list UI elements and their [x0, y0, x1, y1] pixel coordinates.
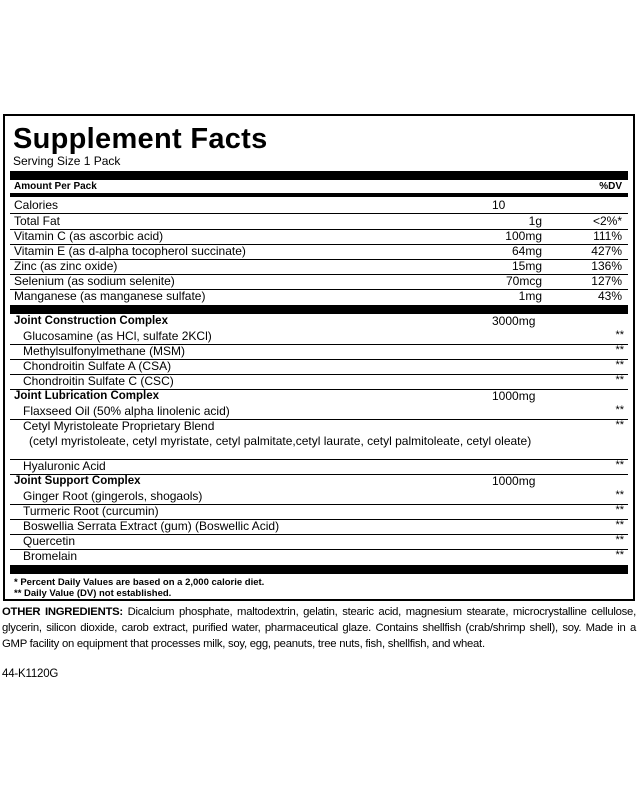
ingredient-name: Turmeric Root (curcumin) — [23, 504, 159, 518]
ingredient-row — [10, 359, 628, 374]
ingredient-name: Glucosamine (as HCl, sulfate 2KCl) — [23, 329, 212, 343]
nutrient-name: Selenium (as sodium selenite) — [14, 274, 175, 288]
dv-header: %DV — [599, 181, 622, 192]
ingredient-row — [10, 549, 628, 564]
ingredient-name: Chondroitin Sulfate A (CSA) — [23, 359, 172, 373]
nutrient-row — [10, 214, 628, 229]
ingredient-dv: ** — [615, 549, 624, 561]
ingredient-dv: ** — [615, 374, 624, 386]
ingredient-row — [10, 404, 628, 419]
nutrient-name: Total Fat — [14, 214, 61, 228]
complex-name: Joint Support Complex — [14, 475, 141, 487]
ingredient-dv: ** — [615, 359, 624, 371]
nutrient-amount: 15mg — [511, 259, 542, 273]
ingredient-name: Bromelain — [23, 549, 78, 563]
ingredient-name: Flaxseed Oil (50% alpha linolenic acid) — [23, 404, 230, 418]
ingredient-dv: ** — [615, 404, 624, 416]
ingredient-dv: ** — [615, 459, 624, 471]
nutrient-name: Calories — [14, 198, 59, 212]
footnote-percent-dv: * Percent Daily Values are based on a 2,000 calorie diet. — [14, 577, 265, 588]
nutrient-row — [10, 289, 628, 304]
ingredient-row — [10, 504, 628, 519]
nutrient-dv: 136% — [591, 259, 622, 273]
ingredient-name: Hyaluronic Acid — [23, 459, 106, 473]
nutrient-row — [10, 198, 628, 213]
ingredient-name: Methylsulfonylmethane (MSM) — [23, 344, 186, 358]
ingredient-row — [10, 329, 628, 344]
nutrient-name: Zinc (as zinc oxide) — [14, 259, 118, 273]
thick-divider — [10, 565, 628, 574]
nutrient-row — [10, 274, 628, 289]
nutrient-row — [10, 229, 628, 244]
ingredient-row — [10, 459, 628, 474]
nutrient-amount: 1mg — [518, 289, 542, 303]
ingredient-dv: ** — [615, 344, 624, 356]
complex-row — [10, 389, 628, 404]
ingredient-row — [10, 419, 628, 434]
nutrient-row — [10, 244, 628, 259]
nutrient-amount: 10 — [492, 198, 506, 212]
nutrient-row — [10, 259, 628, 274]
ingredient-dv: ** — [615, 534, 624, 546]
ingredient-dv: ** — [615, 419, 624, 431]
serving-size: Serving Size 1 Pack — [13, 154, 121, 168]
nutrient-amount: 100mg — [505, 229, 542, 243]
ingredient-name: Chondroitin Sulfate C (CSC) — [23, 374, 174, 388]
ingredient-row — [10, 489, 628, 504]
nutrient-dv: <2%* — [592, 214, 622, 228]
ingredient-row — [10, 519, 628, 534]
nutrient-name: Vitamin E (as d-alpha tocopherol succinate) — [14, 244, 246, 258]
ingredient-row — [10, 344, 628, 359]
blend-components: (cetyl myristoleate, cetyl myristate, cetyl palmitate,cetyl laurate, cetyl palmitoleate, cetyl oleate) — [29, 434, 532, 448]
ingredient-name: Cetyl Myristoleate Proprietary Blend — [23, 419, 215, 433]
ingredient-dv: ** — [615, 329, 624, 341]
ingredient-name: Ginger Root (gingerols, shogaols) — [23, 489, 203, 503]
nutrient-dv: 43% — [597, 289, 622, 303]
nutrient-dv: 127% — [591, 274, 622, 288]
ingredient-row — [10, 534, 628, 549]
ingredient-name: Quercetin — [23, 534, 76, 548]
ingredient-row — [10, 374, 628, 389]
nutrient-name: Manganese (as manganese sulfate) — [14, 289, 206, 303]
ingredient-dv: ** — [615, 489, 624, 501]
ingredient-dv: ** — [615, 519, 624, 531]
nutrient-amount: 64mg — [511, 244, 542, 258]
complex-row — [10, 474, 628, 489]
complex-name: Joint Lubrication Complex — [14, 390, 160, 402]
thick-divider — [10, 305, 628, 314]
footnote-dv-not-established: ** Daily Value (DV) not established. — [14, 588, 172, 599]
other-ingredients-label: OTHER INGREDIENTS: — [2, 606, 123, 618]
nutrient-dv: 427% — [591, 244, 622, 258]
complex-row — [10, 314, 628, 329]
medium-divider — [10, 193, 628, 197]
panel-title: Supplement Facts — [13, 123, 268, 155]
other-ingredients-text: Dicalcium phosphate, maltodextrin, gelatin, stearic acid, magnesium stearate, microcrystalline cellulose, glycerin, silicon dioxide, carob extract, purified water, pharmaceutical glaze. Contains shellfish (crab/shrimp shell), soy. Made in a GMP facility on equipment that processes milk, soy, egg, peanuts, tree nuts, fish, shellfish, and wheat. — [2, 606, 636, 650]
nutrient-amount: 1g — [528, 214, 542, 228]
ingredient-dv: ** — [615, 504, 624, 516]
complex-amount: 1000mg — [492, 389, 536, 403]
supplement-facts-panel — [3, 114, 635, 601]
nutrient-name: Vitamin C (as ascorbic acid) — [14, 229, 164, 243]
header-row — [10, 179, 628, 194]
ingredient-name: Boswellia Serrata Extract (gum) (Boswellic Acid) — [23, 519, 280, 533]
complex-name: Joint Construction Complex — [14, 315, 168, 327]
nutrient-dv: 111% — [593, 229, 622, 243]
product-code: 44-K1120G — [2, 668, 59, 680]
complex-amount: 1000mg — [492, 474, 536, 488]
nutrient-amount: 70mcg — [505, 274, 542, 288]
other-ingredients — [2, 604, 636, 652]
complex-amount: 3000mg — [492, 314, 536, 328]
amount-per-label: Amount Per Pack — [14, 181, 97, 192]
